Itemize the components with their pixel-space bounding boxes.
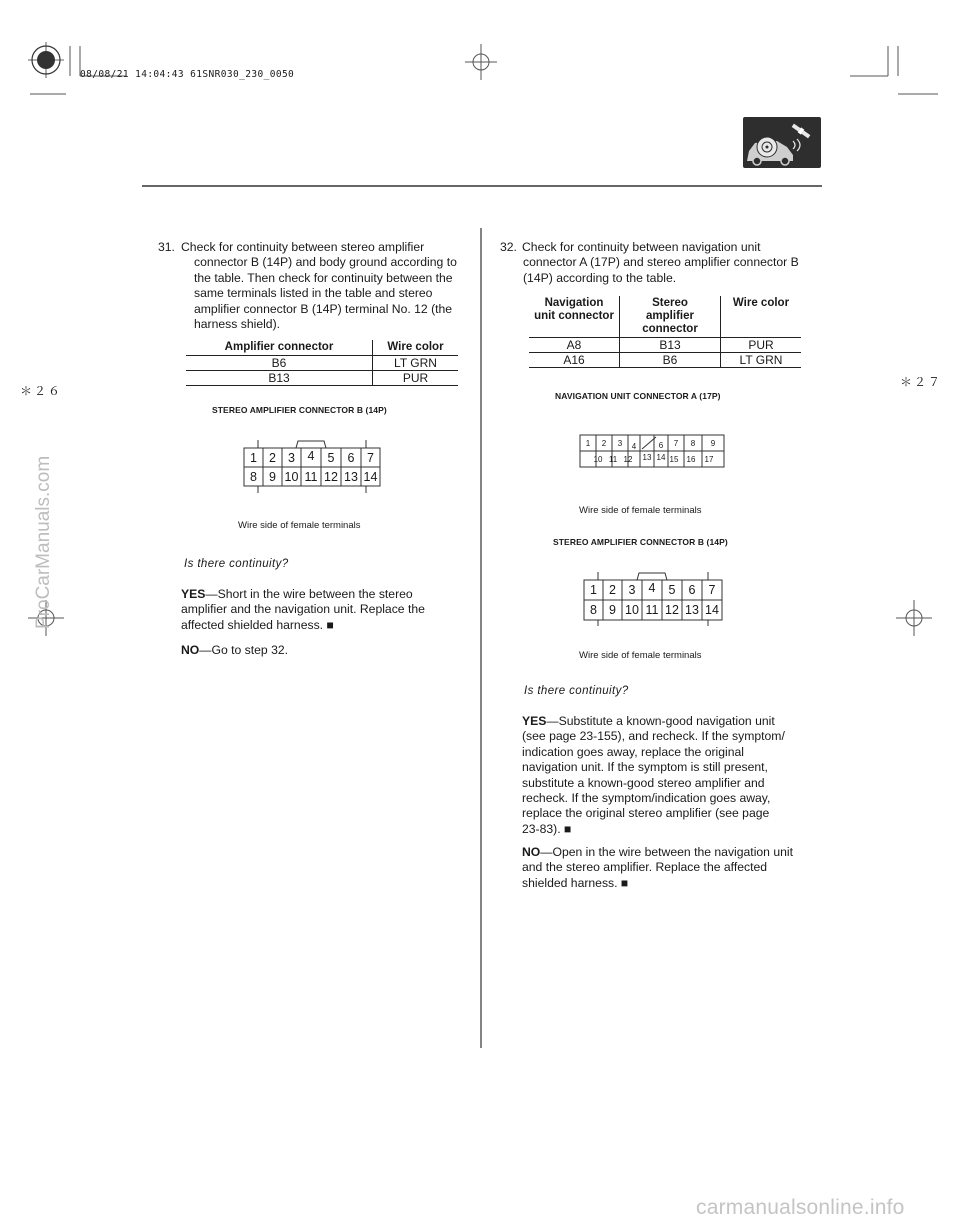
- dash: —: [540, 845, 553, 859]
- no-line: shielded harness.: [522, 875, 618, 890]
- table-header-line: connector: [642, 323, 698, 335]
- pin: 1: [590, 583, 597, 597]
- pin: 4: [307, 448, 315, 463]
- pin: 15: [669, 454, 679, 464]
- yes-line: amplifier and the navigation unit. Replace the: [181, 602, 425, 617]
- pin: 5: [327, 450, 335, 465]
- table-header-line: amplifier: [646, 310, 694, 322]
- pin: 12: [324, 469, 338, 484]
- pin: 1: [250, 450, 257, 465]
- pin: 3: [628, 583, 636, 597]
- register-target-top-center: [465, 44, 497, 80]
- table-header: [529, 296, 620, 338]
- table-cell: PUR: [721, 338, 802, 353]
- pin: 7: [367, 450, 374, 465]
- watermark-bottom: carmanualsonline.info: [696, 1196, 905, 1219]
- yes-line: substitute a known-good stereo amplifier and: [522, 775, 765, 790]
- register-target-right: [896, 600, 932, 636]
- step-31-line: connector B (14P) and body ground according to: [194, 255, 457, 270]
- connector-title: STEREO AMPLIFIER CONNECTOR B (14P): [553, 537, 728, 547]
- step-31-no-result: [181, 643, 288, 658]
- pin: 9: [609, 603, 616, 617]
- step-31-text: [181, 240, 457, 332]
- navigation-unit-connector-a-diagram: [578, 433, 726, 471]
- continuity-question: Is there continuity?: [184, 558, 289, 570]
- no-line: Open in the wire between the navigation unit: [552, 845, 793, 859]
- pin: 16: [686, 454, 696, 464]
- step-32-line: (14P) according to the table.: [523, 270, 677, 285]
- table-header-line: Navigation: [544, 297, 604, 309]
- yes-line: navigation unit. If the symptom is still present,: [522, 760, 768, 775]
- pin: 8: [250, 469, 257, 484]
- register-target-top-left: [28, 42, 64, 78]
- continuity-question: Is there continuity?: [524, 685, 629, 697]
- end-mark: ■: [564, 821, 572, 836]
- yes-line: (see page 23-155), and recheck. If the symptom/: [522, 729, 785, 744]
- pin: 2: [269, 450, 276, 465]
- step-32-number: 32.: [500, 240, 517, 254]
- pin: 11: [608, 454, 618, 464]
- table-header-line: Wire color: [732, 297, 790, 309]
- step-32-line: Check for continuity between navigation unit: [522, 240, 761, 254]
- pin: 10: [593, 454, 603, 464]
- no-label: NO: [522, 845, 541, 859]
- table-cell: B13: [620, 338, 721, 353]
- pin: 6: [688, 583, 696, 597]
- no-label: NO: [181, 643, 200, 657]
- pin: 6: [347, 450, 355, 465]
- pin: 14: [656, 452, 666, 462]
- step-32-wire-table: [529, 296, 801, 368]
- pin: 9: [269, 469, 276, 484]
- table-header: [620, 296, 721, 338]
- connector-caption: Wire side of female terminals: [579, 505, 702, 516]
- pin: 8: [690, 438, 696, 448]
- table-header: Wire color: [373, 340, 459, 356]
- pin: 6: [658, 440, 664, 450]
- pin: 10: [284, 469, 299, 484]
- pin: 9: [710, 438, 716, 448]
- yes-line: indication goes away, replace the original: [522, 744, 744, 759]
- step-32-no-result: [522, 845, 822, 891]
- no-text: Go to step 32.: [211, 643, 289, 657]
- table-cell: B6: [186, 356, 373, 371]
- stereo-amplifier-connector-b-diagram: [582, 570, 724, 627]
- table-cell: LT GRN: [721, 353, 802, 368]
- pin: 3: [617, 438, 623, 448]
- pin: 14: [705, 603, 719, 617]
- table-header: Amplifier connector: [186, 340, 373, 356]
- end-mark: ■: [620, 875, 629, 890]
- step-32-text: [522, 240, 799, 286]
- pin: 14: [363, 469, 378, 484]
- pin: 2: [601, 438, 607, 448]
- pin: 12: [623, 454, 633, 464]
- pin: 1: [585, 438, 591, 448]
- pin: 4: [631, 441, 637, 451]
- stereo-amplifier-connector-b-diagram: [242, 438, 382, 494]
- step-31-line: the table. Then check for continuity between the: [194, 270, 453, 285]
- navigation-system-icon: [743, 117, 821, 168]
- pin: 12: [665, 603, 679, 617]
- end-mark: ■: [326, 617, 334, 632]
- yes-line: affected shielded harness.: [181, 617, 324, 632]
- step-32-yes-result: [522, 714, 822, 837]
- yes-label: YES: [522, 714, 547, 728]
- pin: 3: [288, 450, 295, 465]
- table-cell: B6: [620, 353, 721, 368]
- yes-line: 23-83).: [522, 821, 561, 836]
- connector-caption: Wire side of female terminals: [579, 650, 702, 661]
- pin: 11: [645, 603, 659, 617]
- pin: 7: [708, 583, 716, 597]
- table-header-line: Stereo: [652, 297, 688, 309]
- table-cell: B13: [186, 371, 373, 386]
- table-header: [721, 296, 802, 338]
- step-32-line: connector A (17P) and stereo amplifier connector B: [523, 255, 799, 270]
- step-31-line: harness shield).: [194, 317, 281, 332]
- step-31-number: 31.: [158, 240, 175, 254]
- pin: 4: [648, 581, 656, 595]
- page-marker-left: ＊２６: [20, 384, 63, 398]
- pin: 13: [642, 452, 652, 462]
- dash: —: [546, 714, 559, 728]
- yes-line: Substitute a known-good navigation unit: [558, 714, 775, 728]
- pin: 11: [304, 469, 318, 484]
- pin: 5: [668, 583, 676, 597]
- step-31-line: amplifier connector B (14P) terminal No. 12 (the: [194, 301, 453, 316]
- table-cell: PUR: [373, 371, 459, 386]
- connector-title: NAVIGATION UNIT CONNECTOR A (17P): [555, 391, 721, 401]
- pin: 17: [704, 454, 714, 464]
- pin: 2: [609, 583, 616, 597]
- yes-line: replace the original stereo amplifier (see page: [522, 806, 770, 821]
- yes-line: recheck. If the symptom/indication goes away,: [522, 791, 771, 806]
- step-31-line: Check for continuity between stereo amplifier: [181, 240, 425, 254]
- pin: 10: [625, 603, 639, 617]
- step-31-line: same terminals listed in the table and stereo: [194, 286, 433, 301]
- dash: —: [199, 643, 212, 657]
- watermark-left: ProCarManuals.com: [33, 455, 54, 629]
- yes-label: YES: [181, 587, 206, 601]
- pin: 8: [590, 603, 597, 617]
- pin: 13: [344, 469, 358, 484]
- dash: —: [205, 587, 218, 601]
- table-header-line: unit connector: [534, 310, 614, 322]
- print-stamp: 08/08/21 14:04:43 61SNR030_230_0050: [80, 69, 295, 80]
- no-line: and the stereo amplifier. Replace the affected: [522, 860, 768, 875]
- connector-caption: Wire side of female terminals: [238, 520, 361, 531]
- table-cell: LT GRN: [373, 356, 459, 371]
- pin: 13: [685, 603, 699, 617]
- connector-title: STEREO AMPLIFIER CONNECTOR B (14P): [212, 405, 387, 415]
- table-cell: A8: [529, 338, 620, 353]
- pin: 7: [673, 438, 679, 448]
- table-cell: A16: [529, 353, 620, 368]
- step-31-wire-table: [186, 340, 458, 386]
- page-marker-right: ＊２７: [900, 375, 943, 389]
- yes-line: Short in the wire between the stereo: [217, 587, 413, 601]
- step-31-yes-result: [181, 587, 471, 633]
